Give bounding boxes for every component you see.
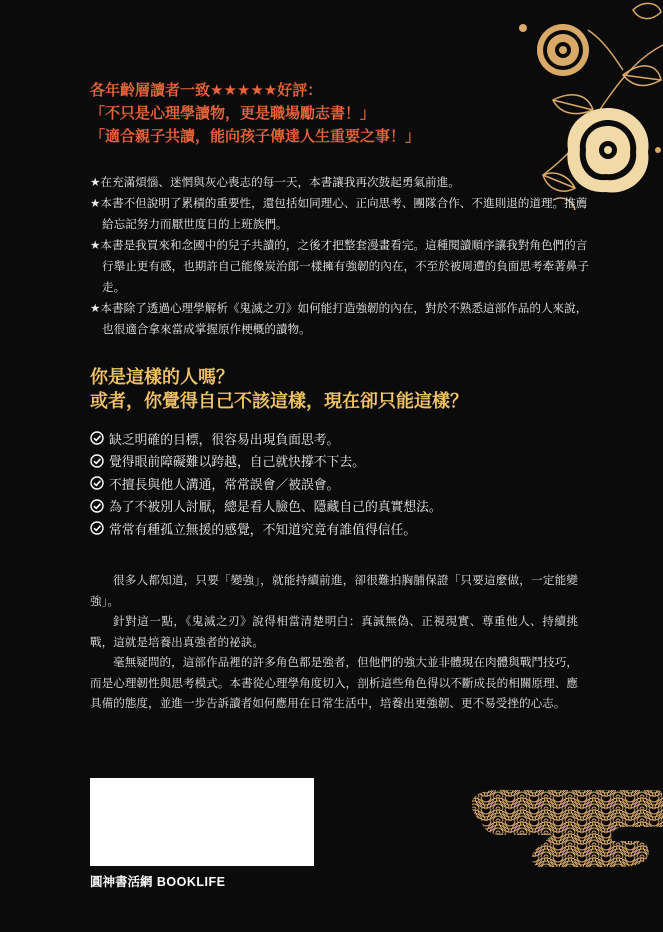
praise-quote-2: 「適合親子共讀，能向孩子傳達人生重要之事！」 [90,127,421,145]
barcode-area [90,778,314,866]
wave-pattern-ornament [462,785,663,870]
checklist-item [90,450,610,473]
description-paragraph: 很多人都知道，只要「變強」，就能持續前進，卻很難拍胸脯保證「只要這麼做，一定能變強」。 [90,573,578,608]
check-circle-icon [90,521,104,535]
publisher-name-en: BOOKLIFE [156,875,226,889]
check-circle-icon [90,431,104,445]
checklist-item [90,495,610,518]
check-circle-icon [90,499,104,513]
checklist-item [90,427,610,450]
description-paragraph: 針對這一點，《鬼滅之刃》說得相當清楚明白：真誠無偽、正視現實、尊重他人、持續挑戰，這就是培養出真強者的祕訣。 [90,614,578,649]
checklist-text: 覺得眼前障礙難以跨越，自己就快撐不下去。 [109,455,365,471]
check-circle-icon [90,454,104,468]
praise-headline: 各年齡層讀者一致★★★★★好評： [90,81,323,99]
checklist-item [90,472,610,495]
question-line-2: 或者，你覺得自己不該這樣，現在卻只能這樣？ [90,391,468,412]
review-item: ★本書除了透過心理學解析《鬼滅之刃》如何能打造強韌的內在，對於不熟悉這部作品的人來說，也很適合拿來當成掌握原作梗概的讀物。 [90,301,588,336]
review-item: ★在充滿煩惱、迷惘與灰心喪志的每一天，本書讓我再次鼓起勇氣前進。 [90,175,460,189]
praise-quote-1: 「不只是心理學讀物，更是職場勵志書！」 [90,104,376,122]
checklist [90,427,610,540]
review-item: ★本書是我買來和念國中的兒子共讀的，之後才把整套漫畫看完。這種閱讀順序讓我對角色們的言行舉止更有感，也期許自己能像炭治郎一樣擁有強韌的內在，不至於被周遭的負面思考牽著鼻子走。 [90,238,589,294]
reader-reviews [90,172,590,340]
checklist-text: 為了不被別人討厭，總是看人臉色、隱藏自己的真實想法。 [109,500,442,516]
check-circle-icon [90,476,104,490]
description-paragraph: 毫無疑問的，這部作品裡的許多角色都是強者，但他們的強大並非體現在肉體與戰鬥技巧，而是心理韌性與思考模式。本書從心理學角度切入，剖析這些角色得以不斷成長的相關原理、應具備的態度，並進一步告訴讀者如何應用在日常生活中，培養出更強韌、更不易受挫的心志。 [90,655,578,710]
review-item: ★本書不但說明了累積的重要性，還包括如同理心、正向思考、團隊合作、不進則退的道理。推薦給忘記努力而厭世度日的上班族們。 [90,196,588,231]
checklist-item [90,517,610,540]
question-line-1: 你是這樣的人嗎？ [90,367,234,388]
book-description [90,570,578,714]
publisher-name-zh: 圓神書活網 [90,874,153,889]
praise-block [90,79,560,148]
checklist-text: 常常有種孤立無援的感覺，不知道究竟有誰值得信任。 [109,522,417,538]
checklist-text: 缺乏明確的目標，很容易出現負面思考。 [109,432,340,448]
publisher-logo [90,872,225,890]
question-heading [90,366,610,414]
checklist-text: 不擅長與他人溝通，常常誤會／被誤會。 [109,477,340,493]
